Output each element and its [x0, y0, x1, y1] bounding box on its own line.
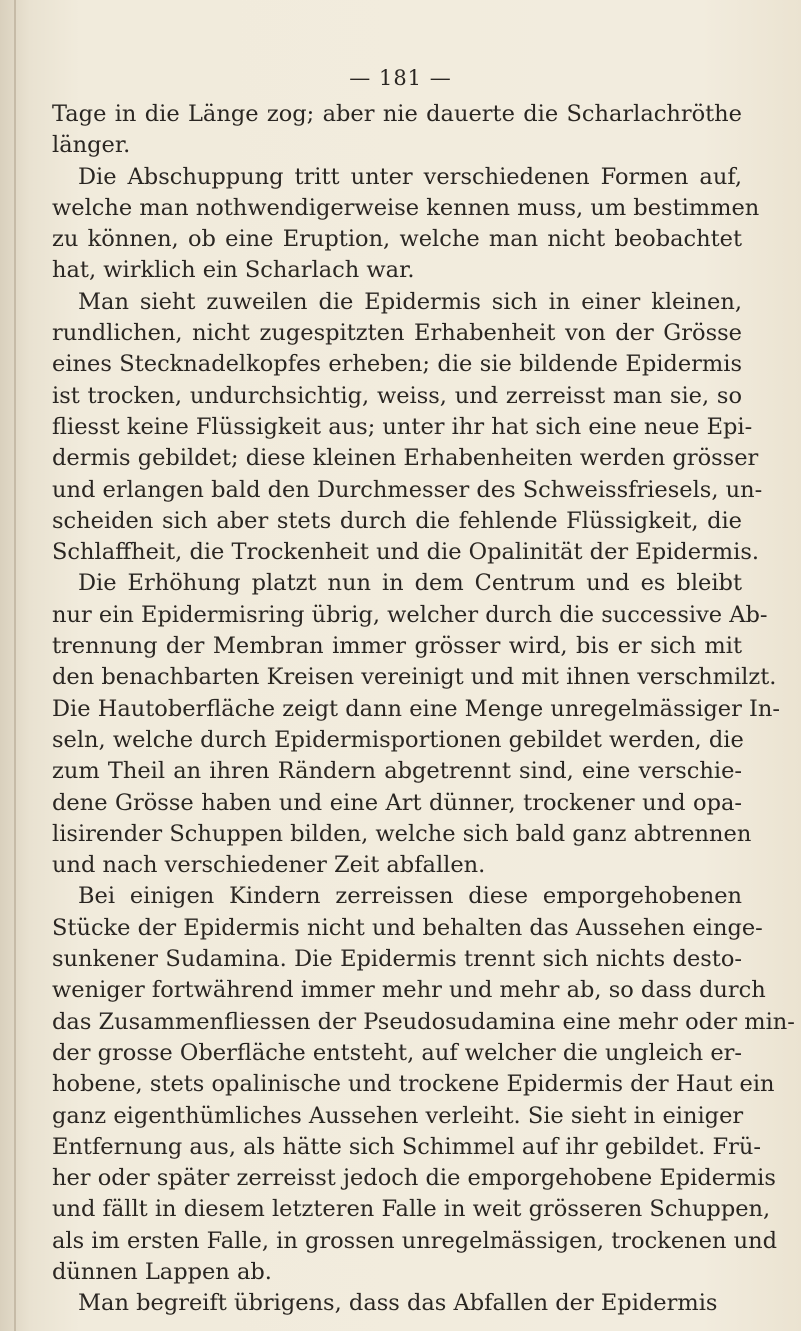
text-line: hat, wirklich ein Scharlach war.	[52, 257, 415, 284]
text-line: und erlangen bald den Durchmesser des Schweissfriesels, un-	[52, 476, 763, 503]
text-line: Entfernung aus, als hätte sich Schimmel auf ihr gebildet. Frü-	[52, 1133, 761, 1160]
text-line: nur ein Epidermisring übrig, welcher durch die successive Ab-	[52, 601, 768, 628]
text-line: lisirender Schuppen bilden, welche sich bald ganz abtrennen	[52, 820, 752, 847]
text-line: Man begreift übrigens, dass das Abfallen der Epidermis	[78, 1290, 718, 1317]
text-line: dermis gebildet; diese kleinen Erhabenheiten werden grösser	[52, 445, 759, 472]
text-line: Die Hautoberfläche zeigt dann eine Menge unregelmässiger In-	[52, 695, 780, 722]
text-line: Die Abschuppung tritt unter verschiedenen Formen auf,	[78, 163, 742, 190]
text-line: zu können, ob eine Eruption, welche man nicht beobachtet	[52, 226, 742, 253]
text-line: zum Theil an ihren Rändern abgetrennt sind, eine verschie-	[52, 758, 742, 785]
text-line: das Zusammenfliessen der Pseudosudamina eine mehr oder min-	[52, 1008, 795, 1035]
text-line: sunkener Sudamina. Die Epidermis trennt sich nichts desto-	[52, 946, 742, 973]
text-line: den benachbarten Kreisen vereinigt und mit ihnen verschmilzt.	[52, 664, 777, 691]
text-line: welche man nothwendigerweise kennen muss, um bestimmen	[52, 194, 760, 221]
text-line: eines Stecknadelkopfes erheben; die sie bildende Epidermis	[52, 351, 742, 378]
text-line: länger.	[52, 132, 131, 159]
text-line: als im ersten Falle, in grossen unregelmässigen, trockenen und	[52, 1227, 777, 1254]
text-line: Stücke der Epidermis nicht und behalten das Aussehen einge-	[52, 914, 763, 941]
text-line: dünnen Lappen ab.	[52, 1258, 272, 1285]
body-text	[52, 99, 795, 1320]
text-line: ganz eigenthümliches Aussehen verleiht. Sie sieht in einiger	[52, 1102, 744, 1129]
text-line: ist trocken, undurchsichtig, weiss, und zerreisst man sie, so	[52, 382, 742, 409]
text-line: Man sieht zuweilen die Epidermis sich in einer kleinen,	[78, 288, 742, 315]
text-line: fliesst keine Flüssigkeit aus; unter ihr hat sich eine neue Epi-	[52, 413, 753, 440]
text-line: her oder später zerreisst jedoch die emporgehobene Epidermis	[52, 1165, 776, 1192]
text-line: hobene, stets opalinische und trockene Epidermis der Haut ein	[52, 1071, 775, 1098]
text-line: dene Grösse haben und eine Art dünner, trockener und opa-	[52, 789, 742, 816]
text-line: der grosse Oberfläche entsteht, auf welcher die ungleich er-	[52, 1039, 742, 1066]
text-line: und nach verschiedener Zeit abfallen.	[52, 852, 486, 879]
text-line: trennung der Membran immer grösser wird, bis er sich mit	[52, 633, 742, 660]
text-line: Die Erhöhung platzt nun in dem Centrum und es bleibt	[78, 570, 742, 597]
text-line: seln, welche durch Epidermisportionen gebildet werden, die	[52, 726, 744, 753]
text-line: weniger fortwährend immer mehr und mehr ab, so dass durch	[52, 977, 766, 1004]
page-number-header: — 181 —	[349, 66, 452, 90]
text-line: Schlaffheit, die Trockenheit und die Opalinität der Epidermis.	[52, 539, 760, 566]
text-line: Bei einigen Kindern zerreissen diese emporgehobenen	[78, 883, 742, 910]
text-line: Tage in die Länge zog; aber nie dauerte die Scharlachröthe	[52, 101, 742, 127]
page-gutter-shadow	[14, 0, 16, 1331]
text-line: und fällt in diesem letzteren Falle in weit grösseren Schuppen,	[52, 1196, 771, 1223]
text-line: rundlichen, nicht zugespitzten Erhabenheit von der Grösse	[52, 320, 742, 347]
text-line: scheiden sich aber stets durch die fehlende Flüssigkeit, die	[52, 507, 742, 534]
